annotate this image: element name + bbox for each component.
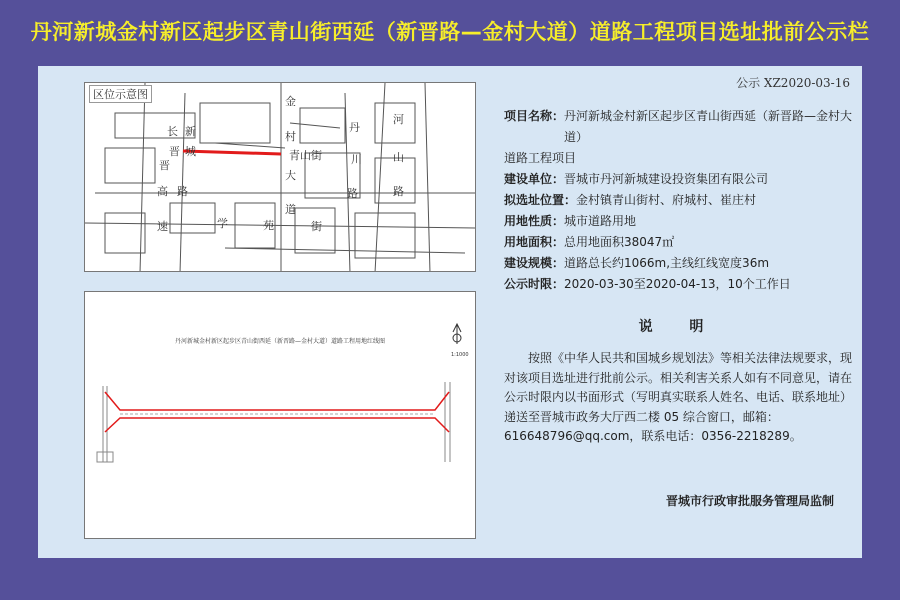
map-label-qingshan: 青山街: [289, 149, 322, 162]
info-value: 2020-03-30至2020-04-13，10个工作日: [564, 277, 791, 291]
info-row-name-cont: 道路工程项目: [504, 151, 577, 165]
project-road-line: [183, 151, 281, 154]
map-label-lu3: 路: [393, 185, 404, 198]
info-value: 道路总长约1066m,主线红线宽度36m: [564, 256, 770, 270]
info-key: 用地面积：: [504, 235, 565, 249]
page-title: 丹河新城金村新区起步区青山街西延（新晋路—金村大道）道路工程项目选址批前公示栏: [30, 20, 870, 44]
redline-map-drawing: [85, 292, 476, 539]
info-value: 金村镇青山街村、府城村、崔庄村: [576, 193, 757, 207]
description-text: 按照《中华人民共和国城乡规划法》等相关法律法规要求，现对该项目选址进行批前公示。相关利害关系人如有不同意见，请在公示时限内以书面形式（写明真实联系人姓名、电话、联系地址）递送至晋城市政务大厅西二楼 05 综合窗口，邮箱：616648796@qq.com，联系电话：0356-2218289。: [504, 351, 853, 443]
info-row-area: [504, 232, 854, 253]
map-label-jin2: 晋: [159, 159, 170, 172]
info-key: 建设规模：: [504, 256, 565, 270]
info-key: 项目名称：: [504, 109, 565, 123]
info-value: 总用地面积38047㎡: [564, 235, 675, 249]
map-label-he: 河: [393, 113, 404, 126]
map-label-lu: 路: [177, 185, 188, 198]
notice-number: 公示 XZ2020-03-16: [736, 76, 850, 90]
map-label-gao: 高: [157, 185, 168, 198]
info-value: 城市道路用地: [564, 214, 637, 228]
description-heading: 说 明: [638, 319, 720, 335]
description-body: [504, 349, 854, 447]
map-label-lu2: 路: [347, 187, 358, 200]
info-key: 公示时限：: [504, 277, 565, 291]
info-row-location: [504, 190, 854, 211]
info-key: 建设单位：: [504, 172, 565, 186]
redline-map[interactable]: [84, 291, 476, 539]
map-label-yuan: 苑: [263, 219, 274, 232]
info-row-name: [504, 106, 854, 148]
project-info: [504, 106, 854, 295]
info-key: 拟选址位置：: [504, 193, 577, 207]
map-label-dan: 丹: [349, 121, 360, 134]
map-label-jin3: 金: [285, 95, 296, 108]
info-value: 晋城市丹河新城建设投资集团有限公司: [564, 172, 769, 186]
map-label-da: 大: [285, 169, 296, 182]
location-map[interactable]: [84, 82, 476, 272]
supervisor-note: 晋城市行政审批服务管理局监制: [665, 494, 834, 508]
info-value: 丹河新城金村新区起步区青山街西延（新晋路—金村大道）: [564, 109, 853, 144]
map-label-zhang: 长: [167, 125, 178, 138]
redline-boundary: [105, 392, 449, 432]
location-map-drawing: [85, 83, 476, 272]
map-label-chuan: 川: [351, 153, 362, 166]
info-row-land-use: [504, 211, 854, 232]
redline-map-title: 丹河新城金村新区起步区青山街西延（新晋路—金村大道）道路工程用地红线图: [174, 338, 385, 345]
map-label-dao: 道: [285, 203, 296, 216]
info-row-period: [504, 274, 854, 295]
map-label-jin: 晋: [169, 145, 180, 158]
map-label-su: 速: [157, 220, 168, 233]
map-label-xin: 新: [185, 125, 196, 138]
map-label-jie: 街: [311, 220, 322, 233]
info-key: 用地性质：: [504, 214, 565, 228]
map-label-xue: 学: [217, 217, 228, 230]
map-label-cun: 村: [285, 130, 296, 143]
map-label-shan: 山: [393, 151, 404, 164]
notice-panel: [38, 66, 862, 558]
info-row-builder: [504, 169, 854, 190]
location-map-label: 区位示意图: [89, 85, 152, 103]
map-label-cheng: 城: [185, 145, 196, 158]
redline-map-scale: 1:1000: [451, 352, 469, 358]
info-row-scale: [504, 253, 854, 274]
